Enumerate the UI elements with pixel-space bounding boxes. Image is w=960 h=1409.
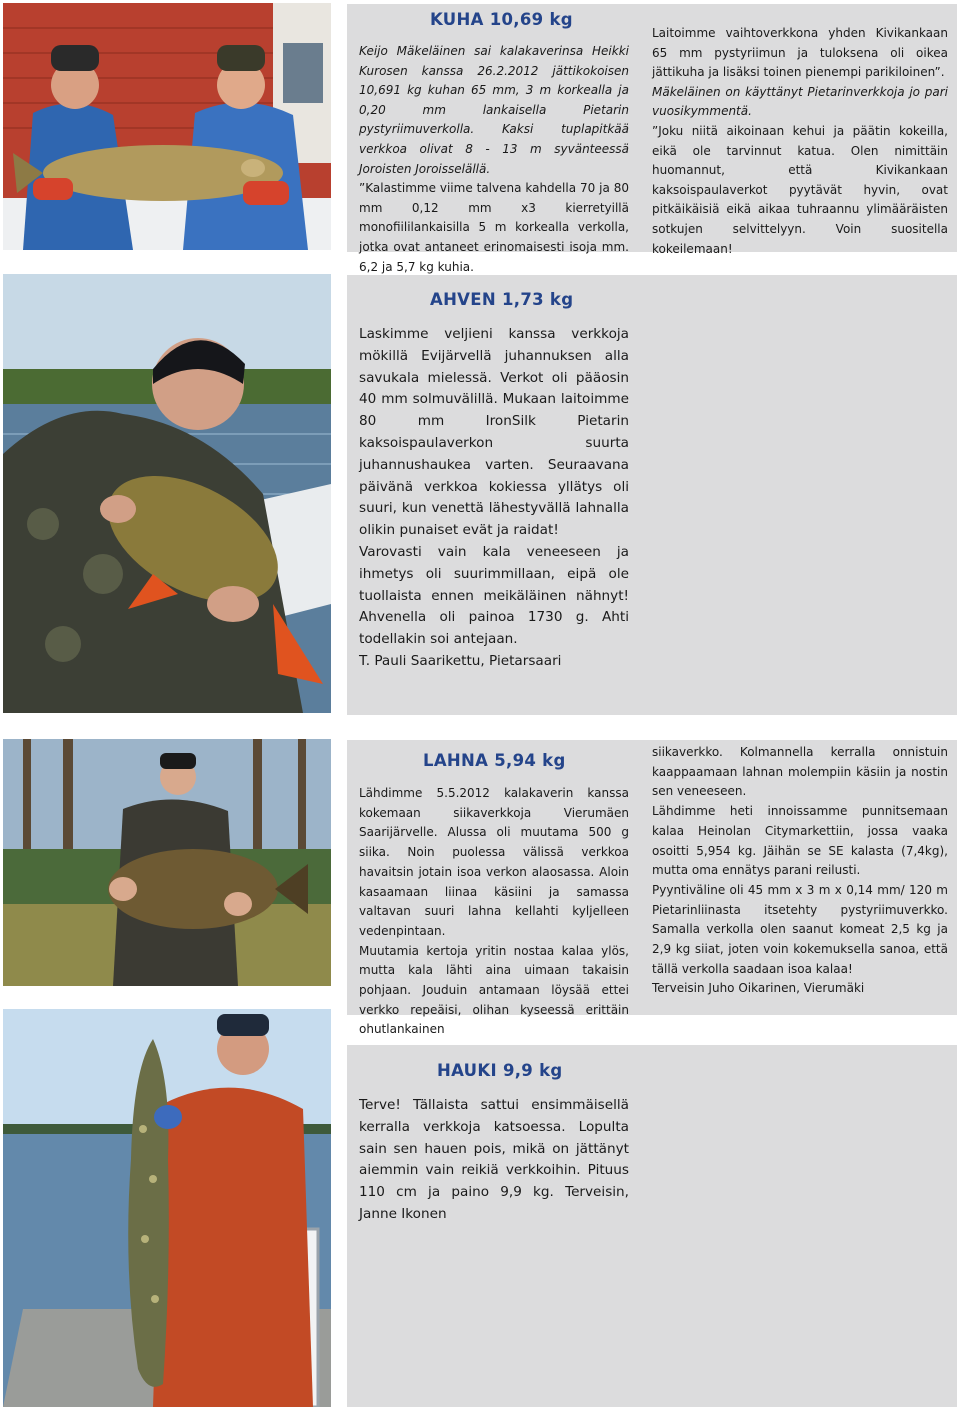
kuha-paragraph: Mäkeläinen on käyttänyt Pietarinverkkoja jo pari vuosikymmentä. [652, 84, 948, 119]
kuha-text-col1 [359, 42, 629, 277]
ahven-signature: T. Pauli Saarikettu, Pietarsaari [359, 652, 562, 669]
hauki-text [359, 1095, 629, 1226]
kuha-paragraph: Laitoimme vaihtoverkkona yhden Kivikankaan 65 mm pystyriimun ja tuloksena oli oikea jättikuha ja lisäksi toinen pienempi parikiloinen”. [652, 26, 948, 80]
kuha-paragraph: ”Kalastimme viime talvena kahdella 70 ja 80 mm 0,12 mm x3 kierretyillä monofiililankaisilla 5 m korkealla verkolla, jotka ovat antaneet erinomaisesti isoja mm. 6,2 ja 5,7 kg kuhia. [359, 181, 629, 274]
hauki-photo [3, 1009, 331, 1407]
lahna-paragraph: Lähdimme 5.5.2012 kalakaverin kanssa kokemaan siikaverkkoja Vierumäen Saarijärvelle. Alussa oli muutama 500 g siika. Noin puolessa välissä verkkoa havaitsin jotain isoa verkon alaosassa. Aloin kasaamaan liinaa käsiini ja samassa valtavan suuri lahna kellahti kyljelleen vedenpintaan. [359, 786, 629, 938]
lahna-text-col2 [652, 743, 948, 999]
kuha-paragraph: ”Joku niitä aikoinaan kehui ja päätin kokeilla, eikä ole tarvinnut katua. Olen nimittäin huomannut, että Kivikankaan kaksoispaulaverkot pyytävät hyvin, ovat pitkäikäisiä eikä aikaa tuhraannu ylimääräisten sotkujen selvittelyyn. Voin suositella kokeilemaan! [652, 123, 948, 256]
kuha-photo [3, 3, 331, 250]
lahna-photo [3, 739, 331, 986]
lahna-title: LAHNA 5,94 kg [423, 751, 566, 770]
kuha-paragraph: Keijo Mäkeläinen sai kalakaverinsa Heikki Kurosen kanssa 26.2.2012 jättikokoisen 10,691 kg kuhan 65 mm, 3 m korkealla ja 0,20 mm lankaisella Pietarin pystyriimuverkolla. Kaksi tuplapitkää verkkoa olivat 8 - 13 m syvänteessä Joroisten Joroisselällä. [359, 44, 629, 176]
kuha-title: KUHA 10,69 kg [430, 10, 573, 29]
hauki-paragraph: Terve! Tällaista sattui ensimmäisellä kerralla verkkoja katsoessa. Lopulta sain sen hauen pois, mikä on jättänyt aiemmin vain reikiä verkkoihin. Pituus 110 cm ja paino 9,9 kg. Terveisin, Janne Ikonen [359, 1097, 629, 1222]
lahna-paragraph: siikaverkko. Kolmannella kerralla onnistuin kaappaamaan lahnan molempiin käsiin ja nostin sen veneeseen. [652, 745, 948, 799]
lahna-paragraph: Lähdimme heti innoissamme punnitsemaan kalaa Heinolan Citymarkettiin, jossa vaaka osoitti 5,954 kg. Jäihän se SE kalasta (7,4kg), mutta oma ennätys parani reilusti. [652, 804, 948, 878]
ahven-paragraph: Varovasti vain kala veneeseen ja ihmetys oli suurimmillaan, eipä ole tuollaista ennen meikäläinen nähnyt! Ahvenella oli painoa 1730 g. Ahti todellakin soi antejaan. [359, 543, 629, 648]
lahna-paragraph: Pyyntiväline oli 45 mm x 3 m x 0,14 mm/ 120 m Pietarinliinasta itsetehty pystyriimuverkko. Samalla verkolla olen saanut komeat 2,5 kg ja 2,9 kg siiat, joten voin kokemuksella sanoa, että tällä verkolla saadaan isoa kalaa! [652, 882, 948, 976]
ahven-photo [3, 274, 331, 713]
ahven-paragraph: Laskimme veljieni kanssa verkkoja mökillä Evijärvellä juhannuksen alla savukala mielessä. Verkot oli pääosin 40 mm solmuvälillä. Mukaan laitoimme 80 mm IronSilk Pietarin kaksoispaulaverkon suurta juhannushaukea varten. Seuraavana päivänä verkkoa kokiessa yllätys oli suuri, kun venettä lähestyvällä lahnalla olikin punaiset evät ja raidat! [359, 326, 629, 539]
hauki-title: HAUKI 9,9 kg [437, 1061, 563, 1080]
lahna-text-col1 [359, 784, 629, 1040]
lahna-paragraph: Muutamia kertoja yritin nostaa kalaa ylös, mutta kala lähti aina uimaan takaisin pohjaan. Jouduin antamaan löysää ettei verkko repeäisi, olihan kyseessä erittäin ohutlankainen [359, 943, 629, 1037]
ahven-text [359, 324, 629, 673]
kuha-text-col2 [652, 24, 948, 259]
ahven-title: AHVEN 1,73 kg [430, 290, 574, 309]
lahna-signature: Terveisin Juho Oikarinen, Vierumäki [652, 981, 865, 996]
